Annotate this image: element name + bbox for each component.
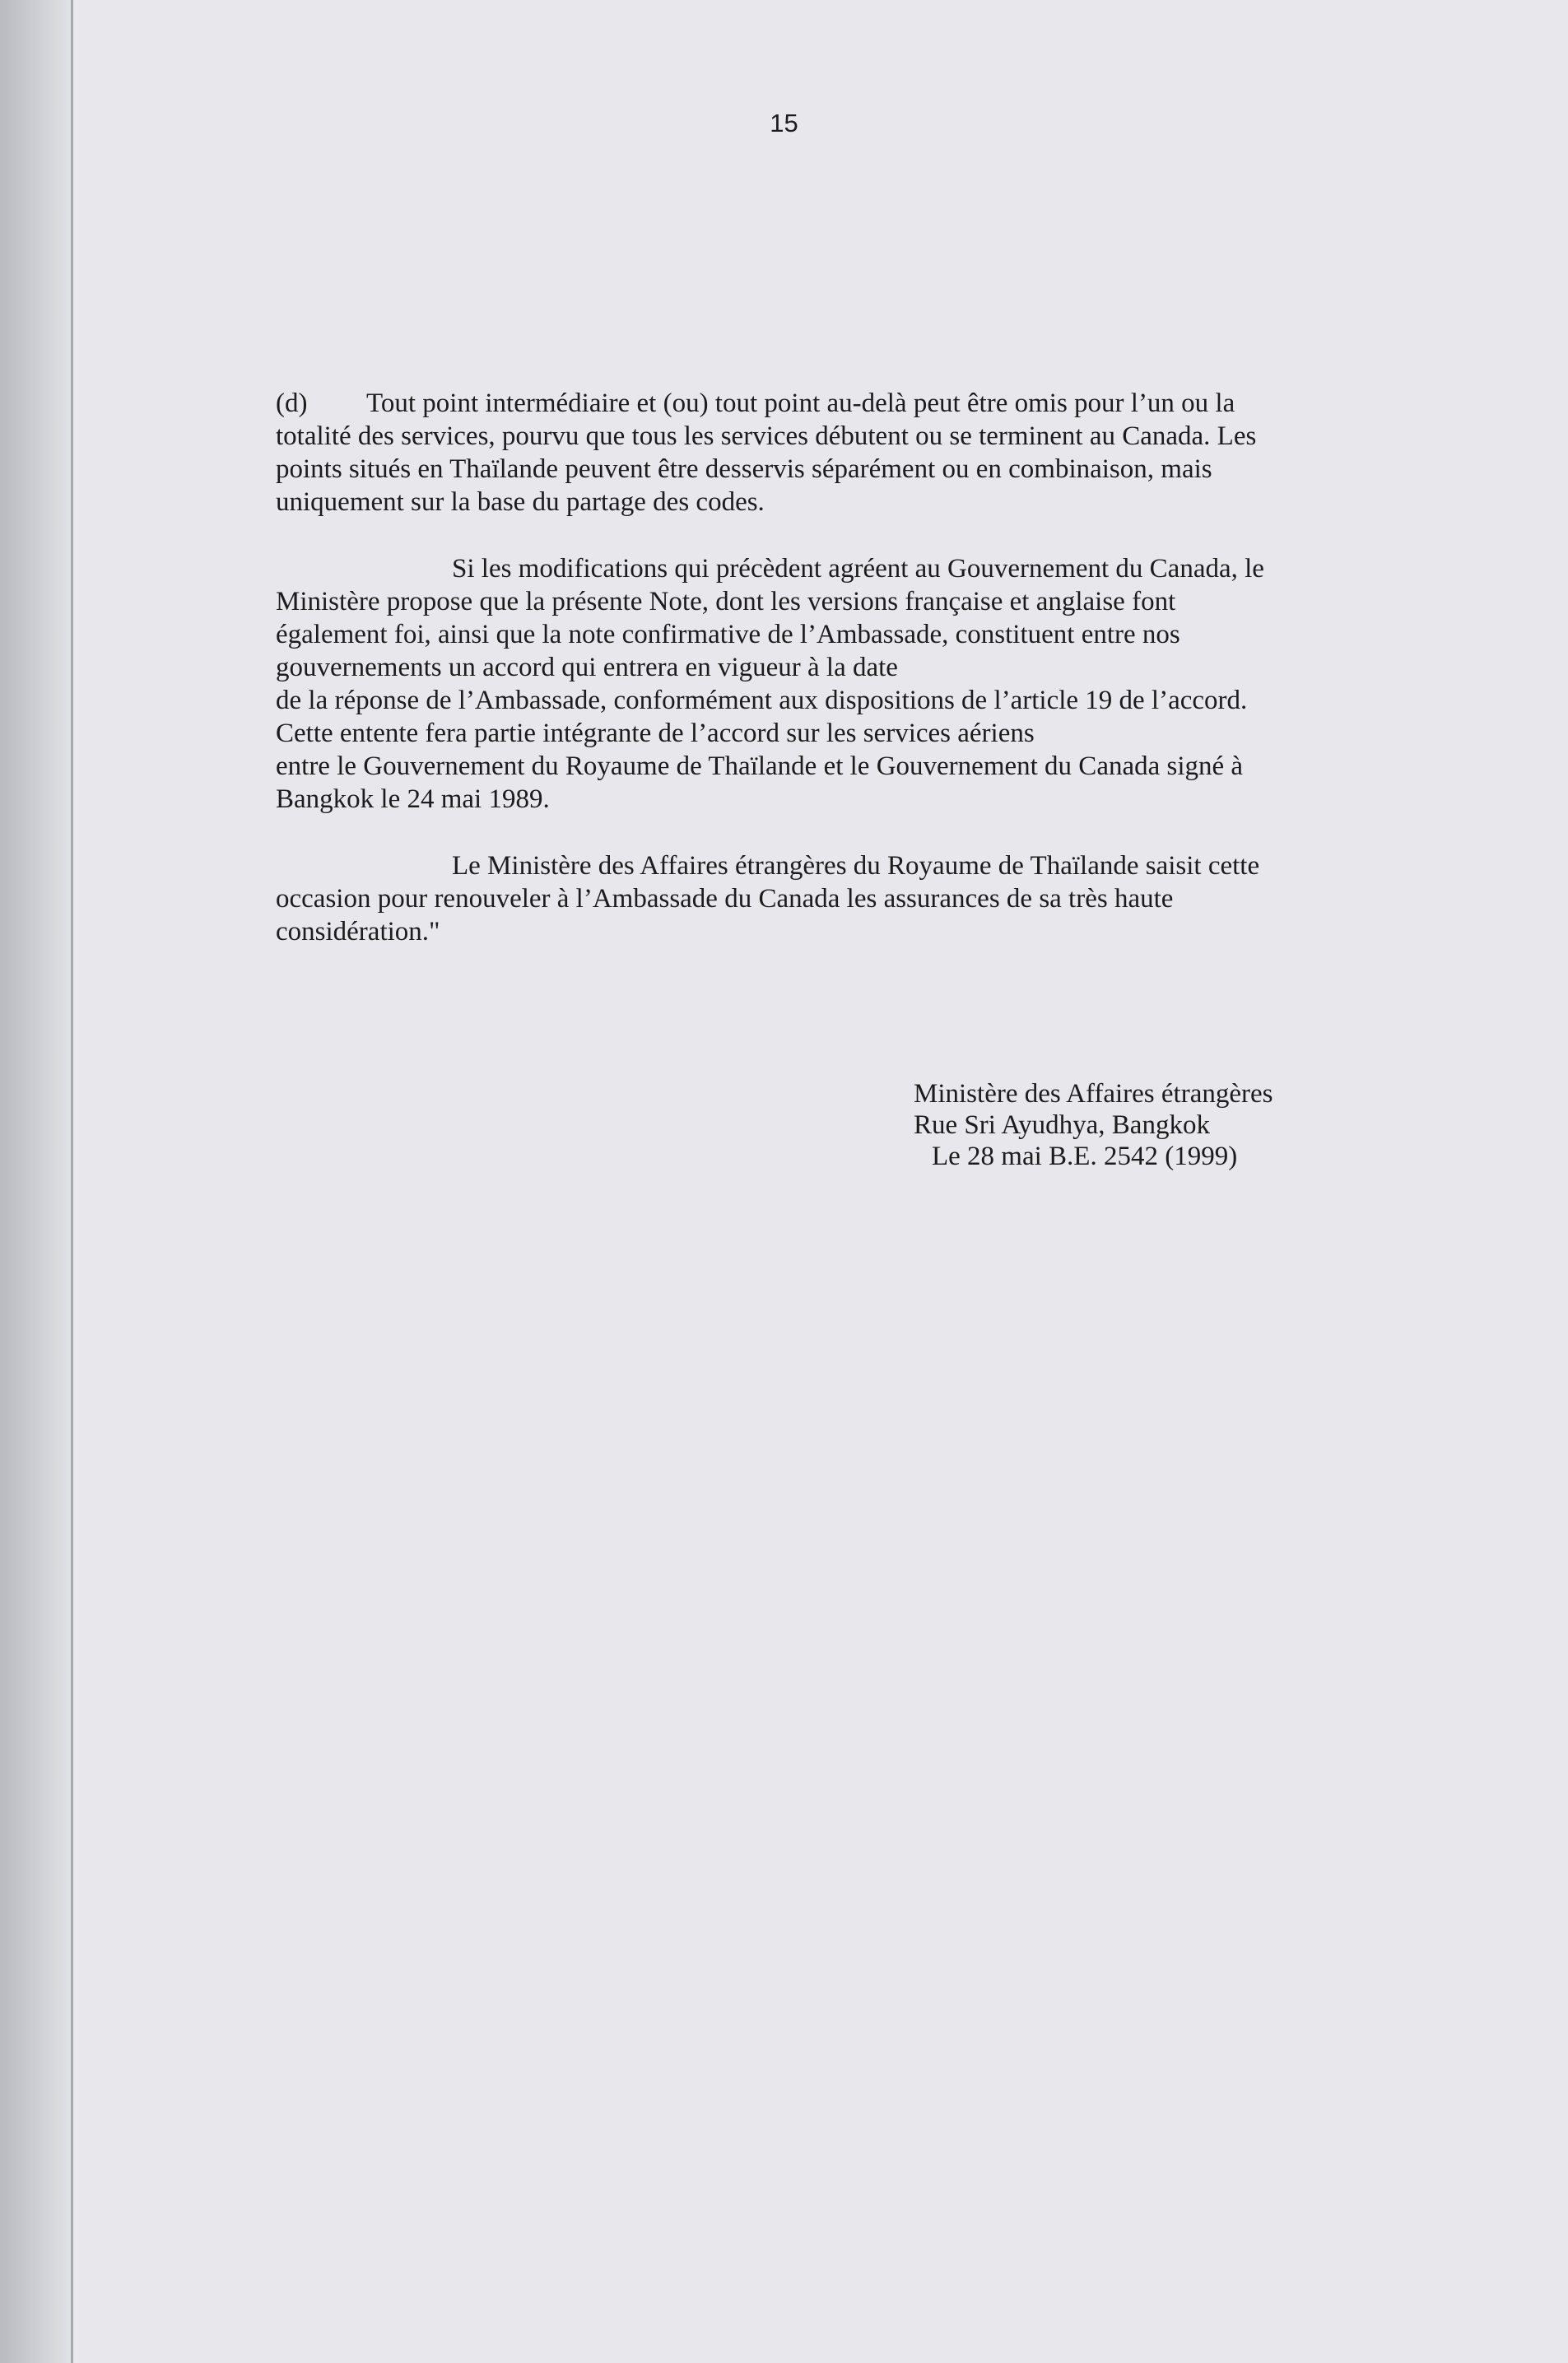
paragraph-proposal-line-2: Ministère propose que la présente Note, dont les versions française et anglaise font [276, 587, 1176, 616]
paragraph-closing-text-1: Le Ministère des Affaires étrangères du Royaume de Thaïlande saisit cette [452, 851, 1260, 881]
paragraph-closing-line-3: considération." [276, 917, 440, 947]
page-binding-line [71, 0, 73, 2363]
paragraph-d-line-2: totalité des services, pourvu que tous les services débutent ou se terminent au Canada. Les [276, 421, 1257, 451]
signature-ministry: Ministère des Affaires étrangères [914, 1079, 1273, 1109]
paragraph-closing-line-2: occasion pour renouveler à l’Ambassade du Canada les assurances de sa très haute [276, 884, 1174, 914]
paragraph-d-label: (d) [276, 388, 308, 418]
signature-block [914, 1078, 1273, 1172]
paragraph-d-line-1 [276, 387, 1370, 420]
page-binding-shadow [0, 0, 72, 2363]
paragraph-proposal-line-4: gouvernements un accord qui entrera en vigueur à la date [276, 653, 898, 682]
signature-address: Rue Sri Ayudhya, Bangkok [914, 1110, 1210, 1140]
paragraph-proposal-text-1: Si les modifications qui précèdent agréent au Gouvernement du Canada, le [452, 554, 1264, 584]
paragraph-proposal-line-3: également foi, ainsi que la note confirmative de l’Ambassade, constituent entre nos [276, 620, 1180, 649]
paragraph-proposal-line-8: Bangkok le 24 mai 1989. [276, 784, 550, 814]
paragraph-proposal-line-6: Cette entente fera partie intégrante de l’accord sur les services aériens [276, 719, 1035, 748]
paragraph-closing [276, 849, 1370, 948]
page-number: 15 [770, 109, 798, 137]
letter-body [276, 387, 1370, 982]
paragraph-d-text-1: Tout point intermédiaire et (ou) tout point au-delà peut être omis pour l’un ou la [366, 388, 1235, 418]
paragraph-proposal-line-1 [276, 552, 1370, 585]
signature-date: Le 28 mai B.E. 2542 (1999) [932, 1142, 1238, 1171]
paragraph-d-line-4: uniquement sur la base du partage des codes. [276, 487, 765, 517]
paragraph-proposal-line-7: entre le Gouvernement du Royaume de Thaïlande et le Gouvernement du Canada signé à [276, 751, 1244, 781]
paragraph-proposal-line-5: de la réponse de l’Ambassade, conformément aux dispositions de l’article 19 de l’accord. [276, 686, 1248, 715]
paragraph-d [276, 387, 1370, 519]
paragraph-closing-line-1 [276, 849, 1370, 882]
paragraph-proposal [276, 552, 1370, 816]
paragraph-d-line-3: points situés en Thaïlande peuvent être desservis séparément ou en combinaison, mais [276, 454, 1212, 484]
